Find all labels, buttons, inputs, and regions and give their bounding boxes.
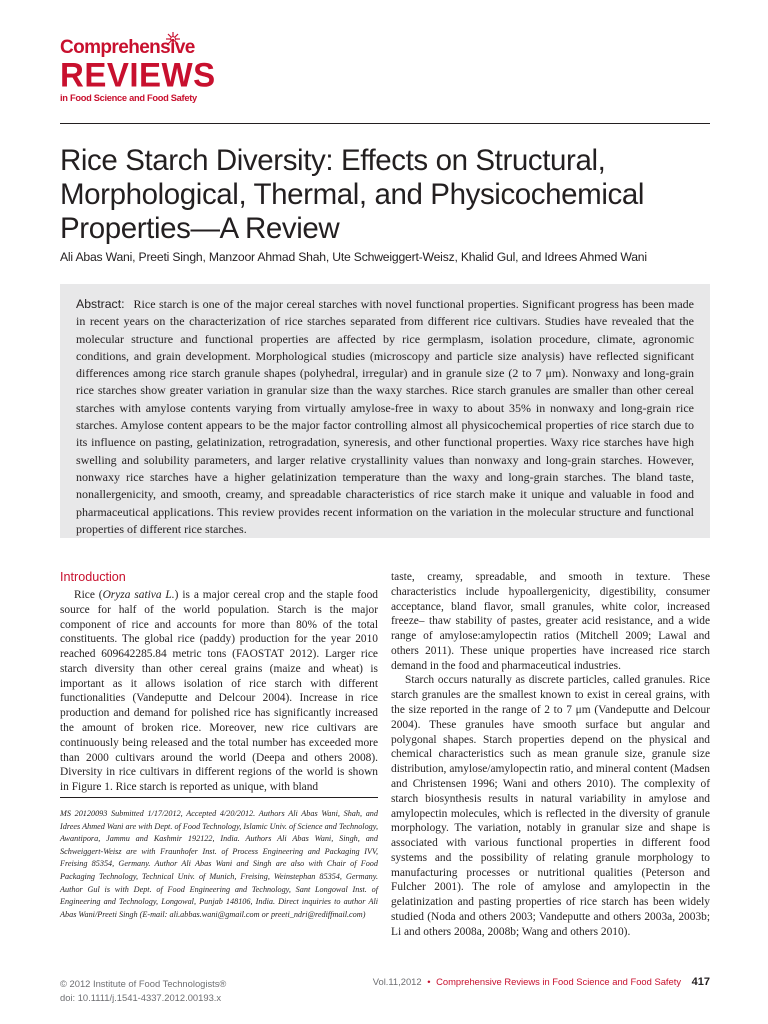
logo-comprehensive-text: Comprehensive [60,37,195,58]
footnote-rule [60,797,378,798]
footer-left [60,977,226,1004]
doi-text[interactable]: doi: 10.1111/j.1541-4337.2012.00193.x [60,991,222,1003]
intro-paragraph-2: taste, creamy, spreadable, and smooth in texture. These characteristics include hypoallergenicity, digestibility, consumer acceptance, bland flavor, small granules, white color, increased freeze– thaw stability of pastes, greater acid resistance, and a wide range of amylose:amylopectin ratios (Mitchell 2009; Lawal and others 2011). These unique properties have increased rice starch demand in the food and pharmaceutical industries. [391,571,710,672]
left-column [60,570,378,795]
copyright-text: © 2012 Institute of Food Technologists® [60,978,227,989]
journal-logo [60,38,216,104]
footnote [60,808,378,921]
footer-right [373,976,710,988]
section-heading-introduction: Introduction [60,570,126,584]
email-link-2[interactable]: preeti_ndri@rediffmail.com [270,909,363,919]
logo-reviews-text: REVIEWS [60,54,216,94]
footnote-text: or [259,909,271,919]
volume-text: Vol.11,2012 [372,976,422,987]
page-number: 417 [691,976,710,988]
header-rule [60,123,710,124]
intro-paragraph-3: Starch occurs naturally as discrete particles, called granules. Rice starch granules are the smallest known to exist in cereal grains, with the size reported in the range of 2 to 7 μm (Vandeputte and Delcour 2004). These granules have smooth surface but angular and polygonal shapes. Starch properties depend on the physical and chemical characteristics such as mean granule size, granule size distribution, amylose/amylopectin ratio, and mineral content (Madsen and Christensen 1996; Wani and others 2010). The complexity of starch biosynthesis results in natural variability in amylose and amylopectin molecules, which is reflected in the diversity of granule morphology. The variation, notably in granular size and shape is associated with various functional properties in different food systems and the possibility of relating granule morphology to manufacturing processes or nutritional qualities (Peterson and Fulcher 2001). The role of amylose and amylopectin in the gelatinization and pasting properties of rice starch has been widely studied (Noda and others 2003; Vandeputte and others 2003a, 2003b; Li and others 2008a, 2008b; Wang and others 2010). [391,674,710,938]
logo-subtitle-text: in Food Science and Food Safety [60,93,197,103]
intro-text-part: Rice ( [74,589,103,601]
author-list: Ali Abas Wani, Preeti Singh, Manzoor Ahmad Shah, Ute Schweiggert-Weisz, Khalid Gul, and Idrees Ahmed Wani [60,250,647,264]
abstract [76,296,694,538]
footer-bullet: • [427,976,431,987]
footnote-text: MS 20120093 Submitted 1/17/2012, Accepted 4/20/2012. Authors Ali Abas Wani, Shah, and Idrees Ahmed Wani are with Dept. of Food Technology, Islamic Univ. of Science and Technology, Awantipora, Jammu and Kashmir 192122, India. Authors Ali Abas Wani, Singh, and Schweiggert-Weisz are with Fraunhofer Inst. of Process Engineering and Packaging IVV, Freising 85354, Germany. Author Ali Abas Wani and Singh are also with Chair of Food Packaging Technology, Technical Univ. of Munich, Freising, Weinstephan 85354, Germany. Author Gul is with Dept. of Food Engineering and Technology, Sant Longowal Inst. of Engineering and Technology, Longowal, Punjab 148106, India. Direct inquiries to author Ali Abas Wani/Preeti Singh (E-mail: [60,809,378,919]
footnote-text: ) [362,909,366,919]
abstract-text: Rice starch is one of the major cereal starches with novel functional properties. Significant progress has been made in recent years on the characterization of rice starches separated from different rice cultivars. Studies have revealed that the molecular structure and functional properties are affected by rice germplasm, isolation procedure, climate, agronomic conditions, and grain development. Morphological studies (microscopy and particle size analysis) have reflected significant differences among rice starch granule shapes (polyhedral, irregular) and in granule size (2 to 7 μm). Nonwaxy and long-grain rice starches show greater variation in granular size than the waxy starches. Rice starch granules are smaller than other cereal starches with amylose contents varying from virtually amylose-free in waxy to about 35% in nonwaxy and long-grain rice starches. Amylose content appears to be the major factor controlling almost all physicochemical properties of rice starch due to its influence on pasting, gelatinization, retrogradation, syneresis, and other functional properties. Waxy rice starches have high swelling and solubility parameters, and larger relative crystallinity values than nonwaxy and long-grain starches. However, nonwaxy rice starches have a higher gelatinization temperature than the waxy and long-grain starches. The bland taste, nonallergenicity, and smooth, creamy, and spreadable characteristics of rice starch make it unique and valuable in food and pharmaceutical applications. This review provides recent information on the variation in the molecular structure and functional properties of different rice starches. [76,297,694,536]
abstract-label: Abstract: [76,297,125,311]
email-link-1[interactable]: ali.abbas.wani@gmail.com [169,909,260,919]
intro-text-part: ) is a major cereal crop and the staple food source for half of the world population. Starch is the major component of rice and accounts for more than 80% of the total constituents. The global rice (paddy) production for the year 2010 reached 609642285.84 metric tons (FAOSTAT 2012). Larger rice starch diversity than other cereal grains (maize and wheat) is important as it allows isolation of rice starch with different functionalities (Vandeputte and Delcour 2004). Increase in rice production and demand for polished rice has significantly increased the amount of broken rice. Moreover, new rice cultivars are continuously being released and the total number has exceeded more than 2000 cultivars around the world (Deepa and others 2008). Diversity in rice cultivars in different regions of the world is shown in Figure 1. Rice starch is reported as unique, with bland [60,589,379,794]
article-title: Rice Starch Diversity: Effects on Structural, Morphological, Thermal, and Physicochemical Properties—A Review [60,144,645,245]
species-name: Oryza sativa L. [102,589,175,601]
journal-name: Comprehensive Reviews in Food Science and Food Safety [436,976,682,987]
right-column [391,570,710,940]
intro-paragraph-1 [60,588,378,795]
